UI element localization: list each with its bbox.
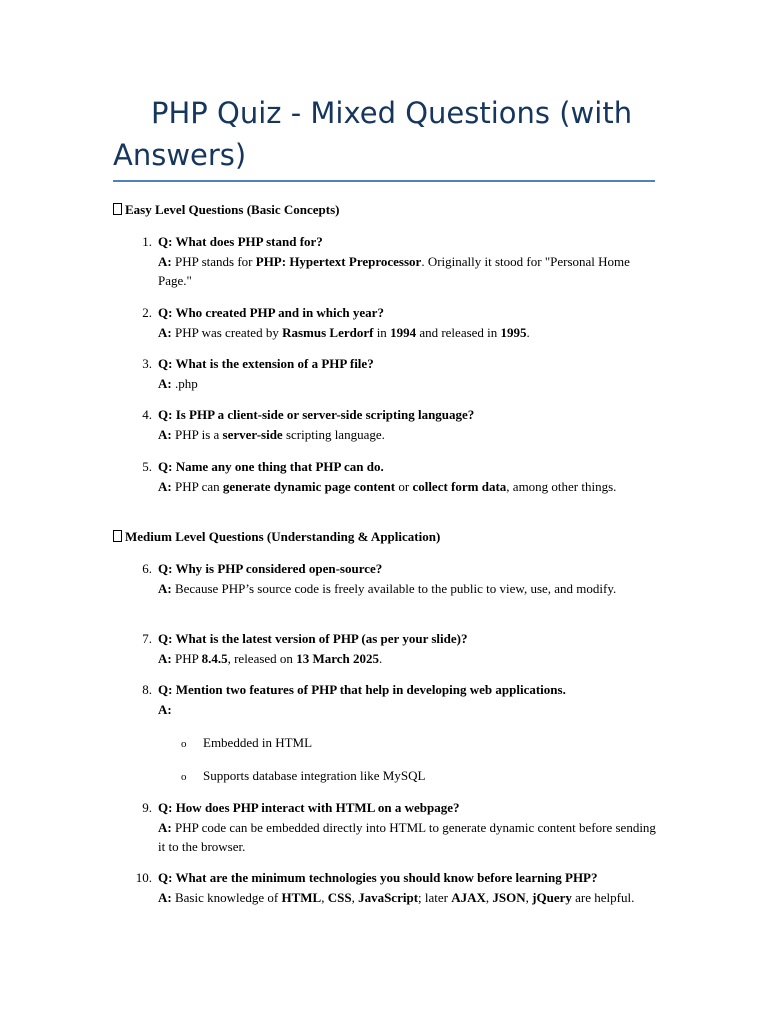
- answer-label: A:: [158, 375, 172, 391]
- question-text: Q: What does PHP stand for?: [158, 234, 323, 249]
- answer-text: A: PHP can generate dynamic page content or collect form data, among other things.: [158, 478, 617, 494]
- answer-label: A:: [158, 253, 172, 269]
- question-item: [142, 354, 658, 393]
- answer-label: A:: [158, 580, 172, 596]
- section-heading-medium: [113, 528, 440, 546]
- answer-text: A: PHP 8.4.5, released on 13 March 2025.: [158, 650, 383, 666]
- bullet-item: [181, 733, 312, 754]
- question-number: 7.: [142, 631, 152, 646]
- question-text: Q: What is the extension of a PHP file?: [158, 356, 374, 371]
- question-text: Q: What are the minimum technologies you should know before learning PHP?: [158, 870, 598, 885]
- question-item: [142, 405, 658, 444]
- answer-text: A: PHP was created by Rasmus Lerdorf in 1994 and released in 1995.: [158, 324, 530, 340]
- question-number: 6.: [142, 561, 152, 576]
- question-item: [142, 629, 658, 668]
- bullet-marker: o: [181, 738, 187, 750]
- question-item: [135, 868, 658, 907]
- bullet-item: [181, 766, 425, 787]
- answer-text: [158, 702, 172, 717]
- question-item: [142, 303, 658, 342]
- answer-label: A:: [158, 819, 172, 835]
- section-heading-text: Easy Level Questions (Basic Concepts): [125, 202, 340, 217]
- page-title: PHP Quiz - Mixed Questions (with Answers): [113, 96, 633, 172]
- question-number: 4.: [142, 407, 152, 422]
- section-heading-text: Medium Level Questions (Understanding & Application): [125, 529, 441, 544]
- question-number: 2.: [142, 305, 152, 320]
- question-item: [142, 798, 658, 857]
- question-text: Q: Is PHP a client-side or server-side scripting language?: [158, 407, 475, 422]
- question-number: 8.: [142, 682, 152, 697]
- bullet-marker: o: [181, 771, 187, 783]
- question-number: 3.: [142, 356, 152, 371]
- title-underline: [113, 180, 655, 182]
- question-text: Q: Why is PHP considered open-source?: [158, 561, 383, 576]
- section-heading-easy: [113, 201, 340, 219]
- answer-text: A: .php: [158, 375, 198, 391]
- question-text: Q: How does PHP interact with HTML on a webpage?: [158, 800, 460, 815]
- question-number: 9.: [142, 800, 152, 815]
- answer-label: A:: [158, 889, 172, 905]
- bullet-text: Supports database integration like MySQL: [203, 768, 426, 783]
- question-item: [142, 559, 658, 598]
- question-item: [142, 232, 658, 291]
- answer-text: A: Because PHP’s source code is freely available to the public to view, use, and modify.: [158, 580, 617, 596]
- missing-glyph-icon: [113, 203, 122, 215]
- answer-label: A:: [158, 478, 172, 494]
- answer-label: A:: [158, 650, 172, 666]
- question-number: 10.: [135, 870, 152, 885]
- question-item: [142, 457, 658, 496]
- question-text: Q: Who created PHP and in which year?: [158, 305, 384, 320]
- answer-label: A:: [158, 324, 172, 340]
- question-item: [142, 680, 658, 719]
- question-text: Q: Name any one thing that PHP can do.: [158, 459, 384, 474]
- bullet-text: Embedded in HTML: [203, 735, 313, 750]
- question-number: 5.: [142, 459, 152, 474]
- answer-text: A: PHP stands for PHP: Hypertext Preprocessor. Originally it stood for "Personal Home Page.": [158, 253, 630, 288]
- answer-label: A:: [158, 426, 172, 442]
- question-number: 1.: [142, 234, 152, 249]
- answer-label: A:: [158, 701, 172, 717]
- missing-glyph-icon: [113, 530, 122, 542]
- answer-text: A: PHP is a server-side scripting language.: [158, 426, 385, 442]
- answer-text: A: Basic knowledge of HTML, CSS, JavaScript; later AJAX, JSON, jQuery are helpful.: [158, 889, 635, 905]
- question-text: Q: Mention two features of PHP that help in developing web applications.: [158, 682, 566, 697]
- answer-text: A: PHP code can be embedded directly into HTML to generate dynamic content before sending it to the browser.: [158, 819, 656, 854]
- question-text: Q: What is the latest version of PHP (as per your slide)?: [158, 631, 468, 646]
